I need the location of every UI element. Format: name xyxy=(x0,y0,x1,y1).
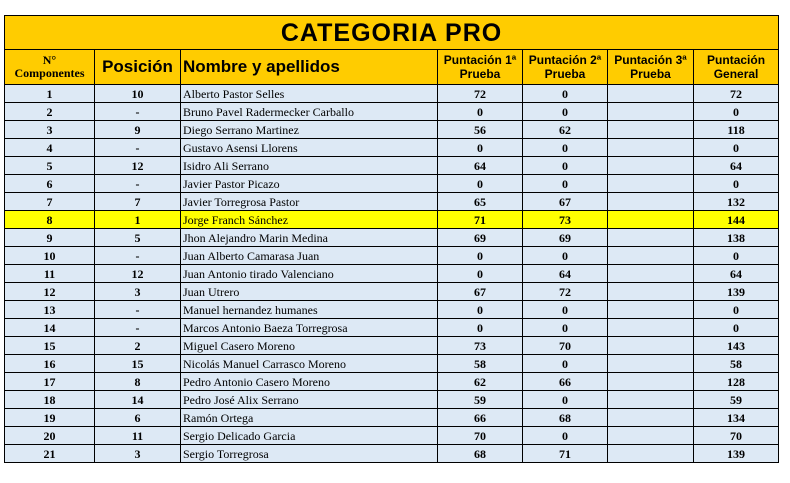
table-row xyxy=(5,283,779,301)
header-position: Posición xyxy=(95,50,181,85)
cell-score-3 xyxy=(608,373,694,391)
cell-score-3 xyxy=(608,193,694,211)
cell-score-3 xyxy=(608,229,694,247)
table-row xyxy=(5,355,779,373)
cell-score-2: 0 xyxy=(523,85,608,103)
cell-position: 12 xyxy=(95,265,181,283)
cell-score-3 xyxy=(608,319,694,337)
cell-score-1: 62 xyxy=(438,373,523,391)
cell-score-2: 68 xyxy=(523,409,608,427)
table-row xyxy=(5,175,779,193)
table-row xyxy=(5,319,779,337)
cell-num: 19 xyxy=(5,409,95,427)
cell-score-2: 67 xyxy=(523,193,608,211)
table-row xyxy=(5,229,779,247)
table-row xyxy=(5,247,779,265)
cell-general: 134 xyxy=(694,409,779,427)
cell-score-2: 0 xyxy=(523,247,608,265)
cell-name: Bruno Pavel Radermecker Carballo xyxy=(181,103,438,121)
cell-name: Javier Torregrosa Pastor xyxy=(181,193,438,211)
table-row xyxy=(5,427,779,445)
cell-general: 0 xyxy=(694,139,779,157)
cell-score-1: 0 xyxy=(438,301,523,319)
cell-score-2: 0 xyxy=(523,103,608,121)
cell-name: Nicolás Manuel Carrasco Moreno xyxy=(181,355,438,373)
cell-name: Jorge Franch Sánchez xyxy=(181,211,438,229)
cell-score-2: 72 xyxy=(523,283,608,301)
cell-position: - xyxy=(95,175,181,193)
cell-name: Gustavo Asensi Llorens xyxy=(181,139,438,157)
header-num-line1: N° xyxy=(42,53,57,67)
cell-general: 0 xyxy=(694,175,779,193)
cell-general: 138 xyxy=(694,229,779,247)
cell-score-3 xyxy=(608,427,694,445)
header-score-2-line2: Prueba xyxy=(544,67,586,81)
cell-num: 14 xyxy=(5,319,95,337)
cell-num: 15 xyxy=(5,337,95,355)
cell-num: 4 xyxy=(5,139,95,157)
cell-score-1: 73 xyxy=(438,337,523,355)
header-score-2 xyxy=(523,50,608,85)
cell-general: 144 xyxy=(694,211,779,229)
cell-score-3 xyxy=(608,247,694,265)
cell-score-3 xyxy=(608,445,694,463)
cell-position: 14 xyxy=(95,391,181,409)
cell-position: 11 xyxy=(95,427,181,445)
cell-num: 5 xyxy=(5,157,95,175)
cell-num: 13 xyxy=(5,301,95,319)
cell-score-2: 0 xyxy=(523,319,608,337)
header-general xyxy=(694,50,779,85)
score-sheet xyxy=(4,15,778,463)
cell-score-1: 0 xyxy=(438,139,523,157)
cell-name: Pedro José Alix Serrano xyxy=(181,391,438,409)
table-row xyxy=(5,409,779,427)
cell-num: 16 xyxy=(5,355,95,373)
cell-name: Ramón Ortega xyxy=(181,409,438,427)
cell-score-2: 71 xyxy=(523,445,608,463)
table-row xyxy=(5,391,779,409)
cell-name: Manuel hernandez humanes xyxy=(181,301,438,319)
cell-num: 11 xyxy=(5,265,95,283)
cell-general: 58 xyxy=(694,355,779,373)
cell-score-1: 67 xyxy=(438,283,523,301)
cell-name: Sergio Torregrosa xyxy=(181,445,438,463)
cell-name: Marcos Antonio Baeza Torregrosa xyxy=(181,319,438,337)
category-title: CATEGORIA PRO xyxy=(5,16,779,50)
cell-score-1: 59 xyxy=(438,391,523,409)
header-score-2-line1: Puntación 2ª xyxy=(528,53,602,67)
table-row xyxy=(5,373,779,391)
cell-num: 21 xyxy=(5,445,95,463)
cell-score-3 xyxy=(608,103,694,121)
header-score-3-line1: Puntación 3ª xyxy=(614,53,687,67)
cell-num: 18 xyxy=(5,391,95,409)
cell-score-1: 0 xyxy=(438,103,523,121)
cell-score-3 xyxy=(608,157,694,175)
cell-score-1: 0 xyxy=(438,265,523,283)
cell-score-3 xyxy=(608,355,694,373)
table-row xyxy=(5,157,779,175)
cell-name: Juan Alberto Camarasa Juan xyxy=(181,247,438,265)
cell-name: Juan Utrero xyxy=(181,283,438,301)
cell-score-2: 66 xyxy=(523,373,608,391)
cell-general: 59 xyxy=(694,391,779,409)
cell-score-1: 0 xyxy=(438,247,523,265)
table-row xyxy=(5,211,779,229)
cell-name: Juan Antonio tirado Valenciano xyxy=(181,265,438,283)
cell-score-1: 56 xyxy=(438,121,523,139)
cell-name: Sergio Delicado Garcia xyxy=(181,427,438,445)
cell-score-2: 70 xyxy=(523,337,608,355)
cell-position: 5 xyxy=(95,229,181,247)
cell-general: 0 xyxy=(694,301,779,319)
cell-position: - xyxy=(95,103,181,121)
cell-score-1: 72 xyxy=(438,85,523,103)
table-row xyxy=(5,85,779,103)
cell-name: Pedro Antonio Casero Moreno xyxy=(181,373,438,391)
cell-general: 70 xyxy=(694,427,779,445)
results-table xyxy=(4,15,779,463)
header-num-componentes xyxy=(5,50,95,85)
cell-position: 12 xyxy=(95,157,181,175)
cell-general: 132 xyxy=(694,193,779,211)
cell-position: 15 xyxy=(95,355,181,373)
cell-score-3 xyxy=(608,283,694,301)
header-score-1-line2: Prueba xyxy=(459,67,501,81)
cell-num: 6 xyxy=(5,175,95,193)
cell-score-3 xyxy=(608,85,694,103)
header-score-1 xyxy=(438,50,523,85)
header-name: Nombre y apellidos xyxy=(181,50,438,85)
header-score-1-line1: Puntación 1ª xyxy=(443,53,517,67)
header-row xyxy=(5,50,779,85)
cell-score-3 xyxy=(608,337,694,355)
cell-name: Jhon Alejandro Marin Medina xyxy=(181,229,438,247)
cell-position: 9 xyxy=(95,121,181,139)
cell-num: 2 xyxy=(5,103,95,121)
cell-general: 72 xyxy=(694,85,779,103)
cell-general: 139 xyxy=(694,283,779,301)
cell-general: 0 xyxy=(694,247,779,265)
cell-score-1: 69 xyxy=(438,229,523,247)
header-general-line2: General xyxy=(713,67,759,81)
cell-general: 64 xyxy=(694,157,779,175)
cell-general: 0 xyxy=(694,319,779,337)
cell-score-1: 65 xyxy=(438,193,523,211)
cell-score-2: 0 xyxy=(523,427,608,445)
cell-score-1: 0 xyxy=(438,319,523,337)
cell-position: - xyxy=(95,247,181,265)
cell-score-2: 0 xyxy=(523,157,608,175)
cell-num: 12 xyxy=(5,283,95,301)
cell-position: 3 xyxy=(95,445,181,463)
cell-num: 7 xyxy=(5,193,95,211)
table-row xyxy=(5,301,779,319)
cell-num: 1 xyxy=(5,85,95,103)
table-row xyxy=(5,103,779,121)
cell-general: 118 xyxy=(694,121,779,139)
cell-position: 6 xyxy=(95,409,181,427)
cell-num: 10 xyxy=(5,247,95,265)
table-row xyxy=(5,139,779,157)
cell-general: 64 xyxy=(694,265,779,283)
cell-score-3 xyxy=(608,391,694,409)
cell-num: 8 xyxy=(5,211,95,229)
cell-score-1: 68 xyxy=(438,445,523,463)
cell-score-1: 64 xyxy=(438,157,523,175)
cell-position: 3 xyxy=(95,283,181,301)
cell-position: 8 xyxy=(95,373,181,391)
cell-score-2: 0 xyxy=(523,175,608,193)
cell-num: 20 xyxy=(5,427,95,445)
header-num-line2: Componentes xyxy=(14,66,85,80)
cell-num: 9 xyxy=(5,229,95,247)
cell-name: Miguel Casero Moreno xyxy=(181,337,438,355)
table-row xyxy=(5,121,779,139)
cell-name: Isidro Ali Serrano xyxy=(181,157,438,175)
cell-general: 128 xyxy=(694,373,779,391)
cell-score-1: 0 xyxy=(438,175,523,193)
header-score-3 xyxy=(608,50,694,85)
cell-score-3 xyxy=(608,139,694,157)
table-row xyxy=(5,445,779,463)
cell-score-3 xyxy=(608,265,694,283)
cell-name: Diego Serrano Martinez xyxy=(181,121,438,139)
cell-score-3 xyxy=(608,301,694,319)
cell-num: 17 xyxy=(5,373,95,391)
cell-position: 1 xyxy=(95,211,181,229)
cell-score-2: 73 xyxy=(523,211,608,229)
cell-score-1: 71 xyxy=(438,211,523,229)
cell-general: 0 xyxy=(694,103,779,121)
cell-score-1: 70 xyxy=(438,427,523,445)
cell-score-3 xyxy=(608,211,694,229)
cell-score-1: 58 xyxy=(438,355,523,373)
header-general-line1: Puntación xyxy=(707,53,766,67)
cell-position: - xyxy=(95,319,181,337)
cell-score-3 xyxy=(608,409,694,427)
table-row xyxy=(5,193,779,211)
table-row xyxy=(5,265,779,283)
cell-score-3 xyxy=(608,121,694,139)
cell-score-2: 0 xyxy=(523,139,608,157)
cell-general: 139 xyxy=(694,445,779,463)
cell-name: Javier Pastor Picazo xyxy=(181,175,438,193)
cell-score-2: 62 xyxy=(523,121,608,139)
table-row xyxy=(5,337,779,355)
cell-position: - xyxy=(95,139,181,157)
cell-general: 143 xyxy=(694,337,779,355)
header-score-3-line2: Prueba xyxy=(630,67,671,81)
cell-score-2: 0 xyxy=(523,355,608,373)
cell-score-1: 66 xyxy=(438,409,523,427)
cell-score-3 xyxy=(608,175,694,193)
cell-position: 2 xyxy=(95,337,181,355)
cell-position: 10 xyxy=(95,85,181,103)
cell-position: - xyxy=(95,301,181,319)
cell-name: Alberto Pastor Selles xyxy=(181,85,438,103)
cell-score-2: 69 xyxy=(523,229,608,247)
cell-position: 7 xyxy=(95,193,181,211)
cell-score-2: 0 xyxy=(523,391,608,409)
cell-num: 3 xyxy=(5,121,95,139)
cell-score-2: 0 xyxy=(523,301,608,319)
cell-score-2: 64 xyxy=(523,265,608,283)
